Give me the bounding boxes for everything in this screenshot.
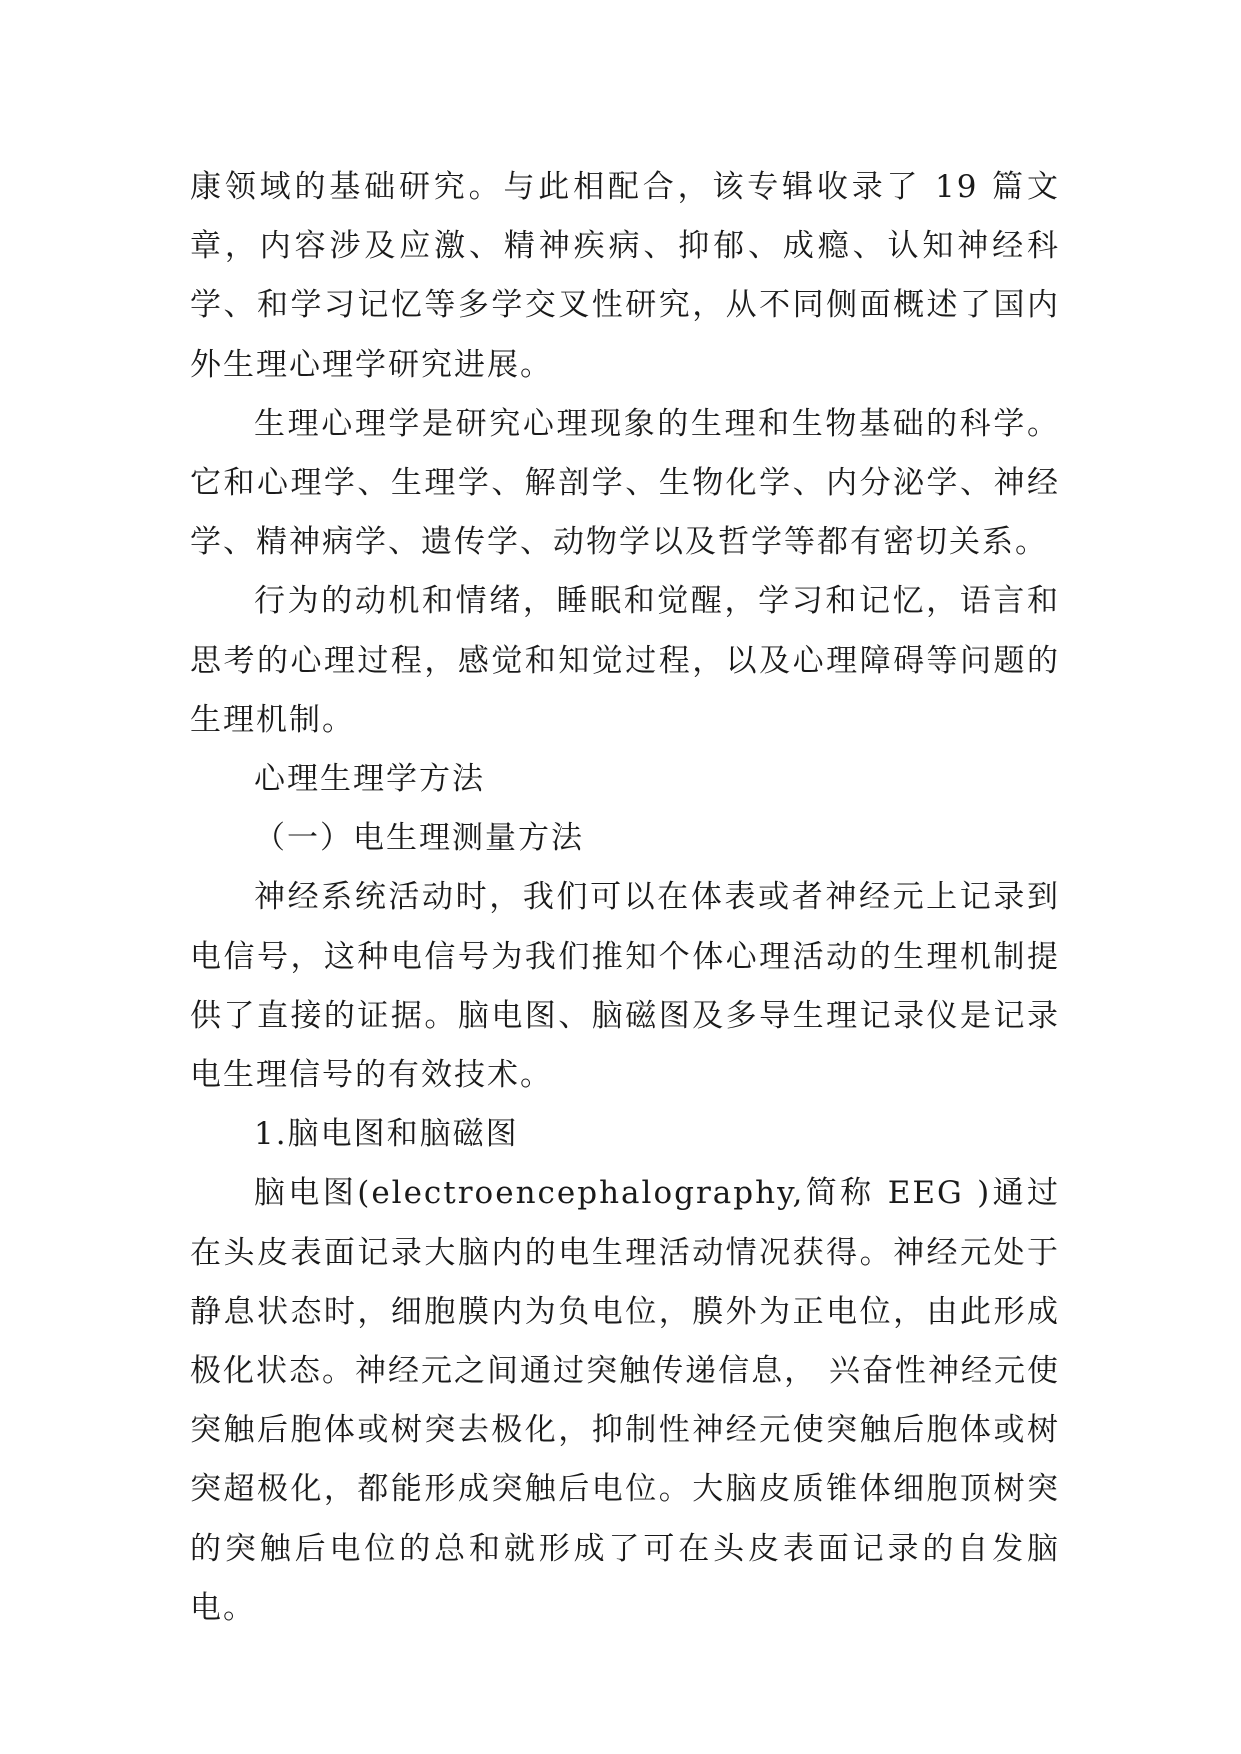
section-heading-methods: 心理生理学方法	[254, 761, 485, 798]
subsection-heading-electrophysiology: （一）电生理测量方法	[254, 820, 584, 857]
paragraph-electrical-signals: 神经系统活动时，我们可以在体表或者神经元上记录到电信号，这种电信号为我们推知个体心理活动的生理机制提供了直接的证据。脑电图、脑磁图及多导生理记录仪是记录电生理信号的有效技术。	[190, 879, 1060, 1094]
paragraph-eeg: 脑电图(electroencephalography,简称 EEG )通过在头皮表面记录大脑内的电生理活动情况获得。神经元处于静息状态时，细胞膜内为负电位，膜外为正电位，由此形成极化状态。神经元之间通过突触传递信息， 兴奋性神经元使突触后胞体或树突去极化，抑制性神经元使突触后胞体或树突超极化，都能形成突触后电位。大脑皮质锥体细胞顶树突的突触后电位的总和就形成了可在头皮表面记录的自发脑电。	[190, 1175, 1060, 1626]
paragraph-definition: 生理心理学是研究心理现象的生理和生物基础的科学。它和心理学、生理学、解剖学、生物化学、内分泌学、神经学、精神病学、遗传学、动物学以及哲学等都有密切关系。	[190, 405, 1060, 561]
paragraph-continuation: 康领域的基础研究。与此相配合，该专辑收录了 19 篇文章，内容涉及应激、精神疾病、抑郁、成瘾、认知神经科学、和学习记忆等多学交叉性研究，从不同侧面概述了国内外生理心理学研究进展。	[190, 169, 1060, 383]
paragraph-topics: 行为的动机和情绪，睡眠和觉醒，学习和记忆，语言和思考的心理过程，感觉和知觉过程，以及心理障碍等问题的生理机制。	[190, 583, 1060, 738]
document-body	[190, 158, 1060, 1638]
subsection-heading-eeg-meg: 1.脑电图和脑磁图	[254, 1116, 519, 1153]
